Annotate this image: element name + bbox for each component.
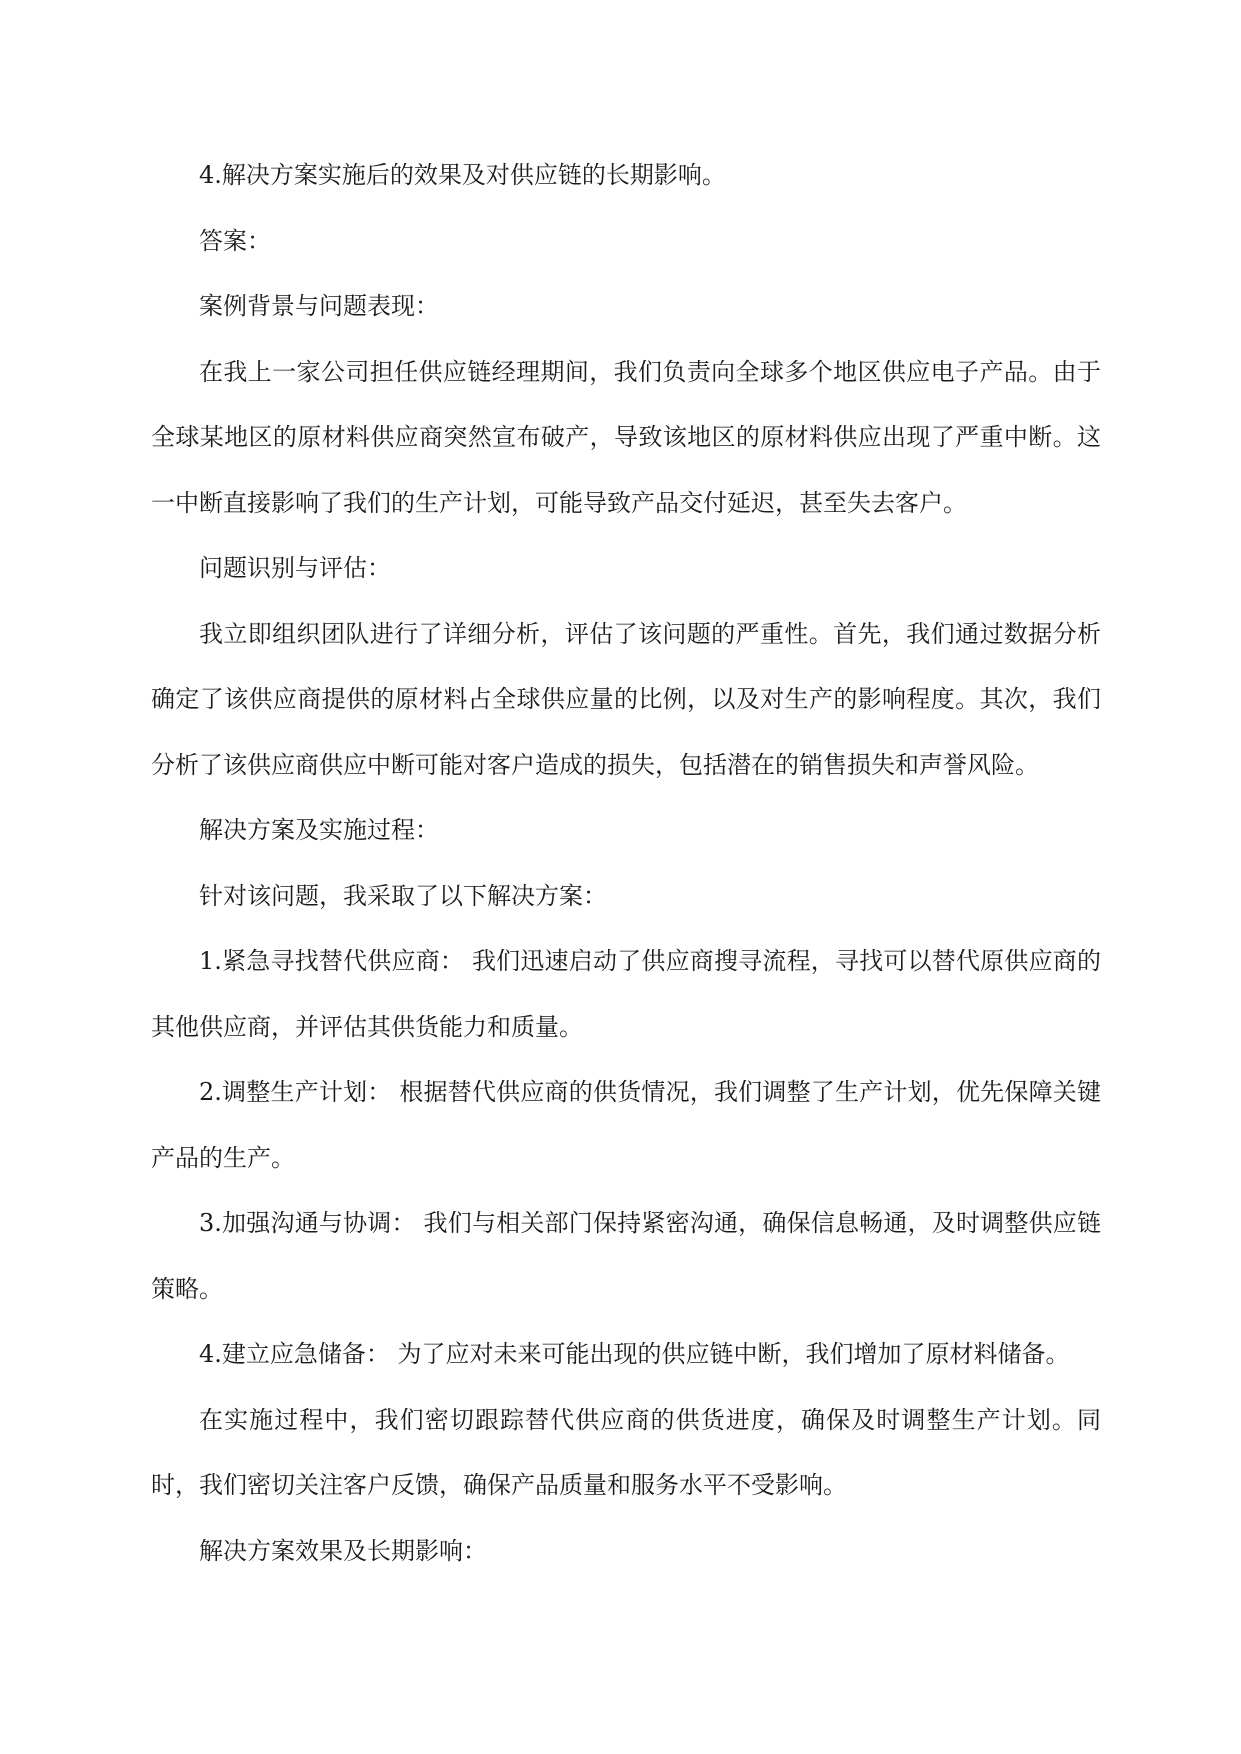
section-heading-background: 案例背景与问题表现： xyxy=(199,292,439,320)
solution-item-1: 1.紧急寻找替代供应商： 我们迅速启动了供应商搜寻流程，寻找可以替代原供应商的其他供应商，并评估其供货能力和质量。 xyxy=(151,947,1101,1041)
paragraph-background: 在我上一家公司担任供应链经理期间，我们负责向全球多个地区供应电子产品。由于全球某地区的原材料供应商突然宣布破产，导致该地区的原材料供应出现了严重中断。这一中断直接影响了我们的生产计划，可能导致产品交付延迟，甚至失去客户。 xyxy=(151,357,1101,517)
solution-item-3: 3.加强沟通与协调： 我们与相关部门保持紧密沟通，确保信息畅通，及时调整供应链策略。 xyxy=(151,1209,1101,1303)
paragraph-assessment: 我立即组织团队进行了详细分析，评估了该问题的严重性。首先，我们通过数据分析确定了该供应商提供的原材料占全球供应量的比例，以及对生产的影响程度。其次，我们分析了该供应商供应中断可能对客户造成的损失，包括潜在的销售损失和声誉风险。 xyxy=(151,619,1101,779)
paragraph-implementation: 在实施过程中，我们密切跟踪替代供应商的供货进度，确保及时调整生产计划。同时，我们密切关注客户反馈，确保产品质量和服务水平不受影响。 xyxy=(151,1405,1101,1499)
document-body xyxy=(151,143,1101,1584)
solution-item-2: 2.调整生产计划： 根据替代供应商的供货情况，我们调整了生产计划，优先保障关键产品的生产。 xyxy=(151,1078,1101,1172)
answer-heading: 答案： xyxy=(199,226,271,255)
section-heading-assessment: 问题识别与评估： xyxy=(199,554,391,582)
question-item-4: 4.解决方案实施后的效果及对供应链的长期影响。 xyxy=(199,161,726,189)
section-heading-effects: 解决方案效果及长期影响： xyxy=(199,1536,487,1565)
solution-item-4: 4.建立应急储备： 为了应对未来可能出现的供应链中断，我们增加了原材料储备。 xyxy=(199,1340,1070,1368)
paragraph-solution-intro: 针对该问题，我采取了以下解决方案： xyxy=(199,881,607,910)
section-heading-solution: 解决方案及实施过程： xyxy=(199,816,439,844)
